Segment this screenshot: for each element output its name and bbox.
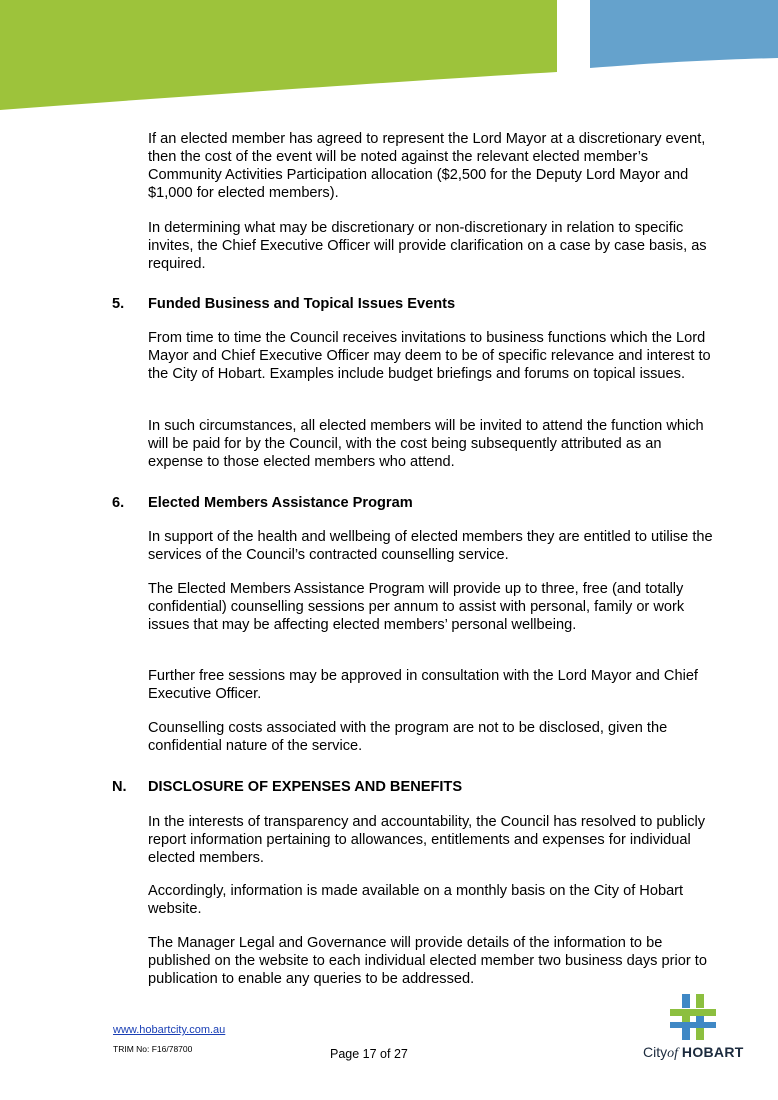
logo-city: City [643,1044,668,1060]
city-of-hobart-logo-text [643,1044,744,1062]
paragraph: Accordingly, information is made available on a monthly basis on the City of Hobart website. [148,883,684,917]
section-heading: DISCLOSURE OF EXPENSES AND BENEFITS [148,779,463,795]
section-number: 5. [112,296,125,312]
section-heading: Funded Business and Topical Issues Events [148,296,456,312]
paragraph: In such circumstances, all elected members will be invited to attend the function which will be paid for by the Council, with the cost being subsequently attributed as an expense to those elected members who attend. [148,418,704,470]
paragraph: In support of the health and wellbeing of elected members they are entitled to utilise the services of the Council’s contracted counselling service. [148,529,713,563]
paragraph: The Manager Legal and Governance will provide details of the information to be published on the website to each individual elected member two business days prior to publication to enable any queries to be addressed. [148,935,707,987]
paragraph: In determining what may be discretionary or non-discretionary in relation to specific invites, the Chief Executive Officer will provide clarification on a case by case basis, as required. [148,220,707,272]
website-link[interactable]: www.hobartcity.com.au [113,1024,226,1036]
blue-banner-shape [590,0,778,68]
page-number: Page 17 of 27 [330,1047,408,1061]
logo-of: of [667,1046,679,1061]
paragraph: Counselling costs associated with the program are not to be disclosed, given the confidential nature of the service. [148,720,668,754]
paragraph: From time to time the Council receives invitations to business functions which the Lord Mayor and Chief Executive Officer may deem to be of specific relevance and interest to the City of Hobart. Examples include budget briefings and forums on topical issues. [148,330,711,382]
section-heading: Elected Members Assistance Program [148,495,413,511]
city-of-hobart-logo-icon [668,994,718,1040]
paragraph: If an elected member has agreed to represent the Lord Mayor at a discretionary event, then the cost of the event will be noted against the relevant elected member’s Community Activities Participation allocation ($2,500 for the Deputy Lord Mayor and $1,000 for elected members). [148,131,706,201]
section-number: N. [112,779,127,795]
trim-number: TRIM No: F16/78700 [113,1044,193,1054]
green-banner-shape [0,0,557,110]
paragraph: The Elected Members Assistance Program will provide up to three, free (and totally confidential) counselling sessions per annum to assist with personal, family or work issues that may be affecting elected members’ personal wellbeing. [148,581,685,633]
paragraph: In the interests of transparency and accountability, the Council has resolved to publicly report information pertaining to allowances, entitlements and expenses for individual elected members. [148,814,706,866]
section-number: 6. [112,495,125,511]
paragraph: Further free sessions may be approved in consultation with the Lord Mayor and Chief Executive Officer. [148,668,698,702]
logo-hobart: HOBART [681,1044,744,1060]
header-banner [0,0,778,115]
